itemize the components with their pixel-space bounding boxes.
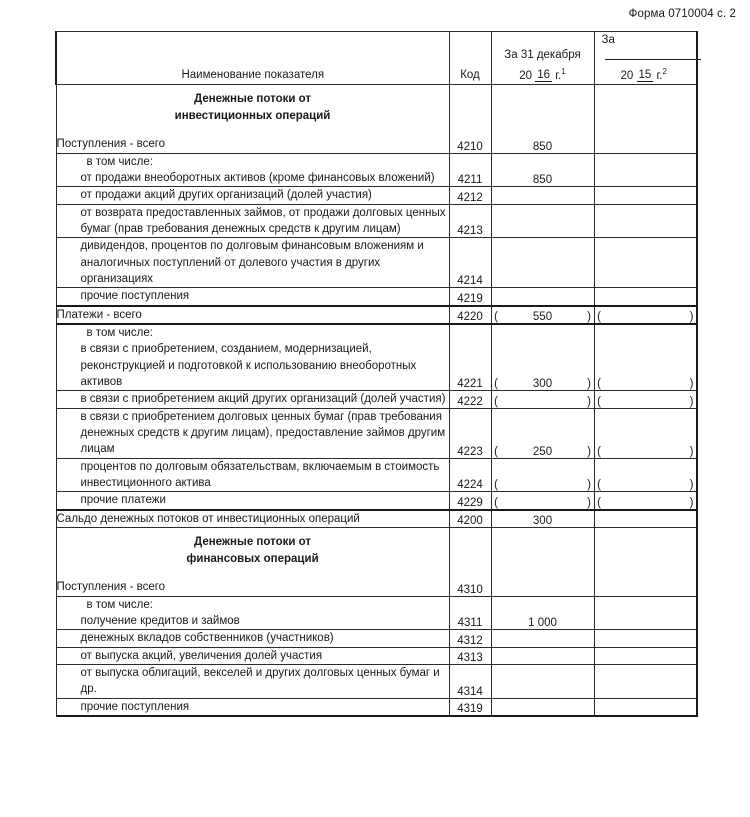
value-text [595,635,697,647]
row-prelabel: в том числе: [86,155,153,168]
cell-code [449,324,491,391]
period-current-footnote: 1 [561,66,566,76]
cell-previous[interactable] [594,510,697,528]
paren-close: ) [689,445,694,458]
cell-indicator-name [56,324,449,391]
column-header-period-current [491,32,594,85]
cell-code [449,288,491,306]
cell-previous[interactable] [594,458,697,492]
table-row [56,698,697,716]
value-text [492,703,594,715]
table-row [56,187,697,204]
table-row [56,492,697,510]
period-prev-year[interactable]: 15 [638,69,652,82]
value-text [595,275,697,287]
period-prev-yearline [602,67,697,84]
period-prev-footnote: 2 [662,66,667,76]
cell-code [449,458,491,492]
cell-code [449,630,491,647]
value-text [492,225,594,237]
code-text: 4229 [457,496,483,509]
cell-code [449,510,491,528]
code-text: 4210 [457,140,483,153]
row-label: прочие платежи [80,494,166,507]
code-text: 4312 [457,634,483,647]
paren-open: ( [597,445,601,458]
table-row [56,306,697,324]
paren-open: ( [494,395,498,408]
period-prev-suffix: г. [656,69,663,82]
table-row [56,288,697,306]
row-label: дивидендов, процентов по долговым финансовым вложениям и аналогичных поступлений от долевого участия в других организациях [80,240,424,285]
section-title-line2: инвестиционных операций [174,109,331,122]
row-label: прочие поступления [80,700,190,713]
paren-close: ) [689,310,694,323]
cell-indicator-name [56,153,449,187]
table-row [56,510,697,528]
paren-close: ) [689,378,694,391]
cell-previous[interactable] [594,238,697,288]
cell-indicator-name [56,85,449,154]
cell-current[interactable] [491,596,594,630]
row-label: в связи с приобретением акций других организаций (долей участия) [80,393,446,406]
cell-indicator-name [56,187,449,204]
cell-indicator-name [56,204,449,238]
cash-flow-statement-sheet [55,31,696,717]
code-text: 4219 [457,292,483,305]
paren-open: ( [597,496,601,509]
cell-indicator-name [56,288,449,306]
value-text [492,686,594,698]
form-header-label: Форма 0710004 с. 2 [628,8,736,20]
table-row [56,630,697,647]
row-prelabel: в том числе: [86,598,153,611]
value-text: 850 [532,174,553,187]
row-label: от продажи акций других организаций (долей участия) [80,189,372,202]
column-header-code: Код [449,32,491,85]
cell-previous[interactable] [594,306,697,324]
cell-current[interactable] [491,408,594,458]
cell-code [449,238,491,288]
period-prev-line1: За [601,33,615,46]
section-title-line2: финансовых операций [186,552,319,565]
code-text: 4311 [457,617,483,630]
paren-close: ) [587,479,591,492]
value-text [595,192,697,204]
cell-current[interactable] [491,238,594,288]
cell-indicator-name [56,391,449,408]
cell-current[interactable] [491,527,594,596]
paren-close: ) [689,496,694,509]
value-text [492,275,594,287]
period-prev-blank-rule[interactable] [605,50,701,60]
section-title-line1: Денежные потоки от [193,93,311,105]
cell-current[interactable] [491,458,594,492]
code-text: 4213 [457,225,483,238]
paren-close: ) [587,310,591,323]
cell-previous[interactable] [594,408,697,458]
cell-code [449,647,491,664]
cell-previous[interactable] [594,391,697,408]
cell-previous[interactable] [594,630,697,647]
table-row [56,391,697,408]
cell-code [449,153,491,187]
cell-previous[interactable] [594,664,697,698]
paren-open: ( [597,310,601,323]
period-current-suffix: г. [555,69,562,82]
row-label: Сальдо денежных потоков от инвестиционных операций [56,512,360,525]
cell-indicator-name [56,408,449,458]
paren-open: ( [494,479,498,492]
cell-previous[interactable] [594,187,697,204]
code-text: 4224 [457,479,483,492]
value-text [595,703,697,715]
code-text: 4200 [457,514,483,527]
cell-current[interactable] [491,664,594,698]
period-current-prefix: 20 [519,69,533,82]
cell-code [449,391,491,408]
cell-code [449,596,491,630]
code-text: 4319 [457,702,483,715]
period-current-yearline [492,67,594,84]
paren-close: ) [689,395,694,408]
paren-close: ) [587,395,591,408]
paren-close: ) [587,496,591,509]
paren-open: ( [597,395,601,408]
cell-previous[interactable] [594,492,697,510]
paren-open: ( [597,378,601,391]
value-text [595,652,697,664]
cell-indicator-name [56,510,449,528]
value-text [492,192,594,204]
value-text: 850 [532,140,553,153]
cell-previous[interactable] [594,698,697,716]
period-current-year[interactable]: 16 [537,69,551,82]
cell-indicator-name [56,630,449,647]
cell-previous[interactable] [594,288,697,306]
cell-current[interactable] [491,391,594,408]
table-row [56,204,697,238]
cell-previous[interactable] [594,527,697,596]
cell-indicator-name [56,664,449,698]
cell-code [449,698,491,716]
row-label: получение кредитов и займов [80,614,240,627]
cell-code [449,408,491,458]
value-text [492,652,594,664]
code-text: 4220 [457,310,483,323]
cell-previous[interactable] [594,153,697,187]
table-row [56,324,697,391]
row-label: Платежи - всего [56,308,142,321]
row-label: Поступления - всего [56,581,166,594]
table-body [56,85,697,716]
column-header-period-prev [594,32,697,85]
cash-flow-table [55,31,698,717]
period-prev-prefix: 20 [620,69,634,82]
value-text [595,225,697,237]
cell-previous[interactable] [594,85,697,154]
paren-close: ) [689,479,694,492]
cell-code [449,492,491,510]
section-title [57,85,449,124]
value-text [595,584,697,596]
value-text [492,635,594,647]
paren-close: ) [587,378,591,391]
cell-current[interactable] [491,324,594,391]
cell-current[interactable] [491,187,594,204]
table-row [56,153,697,187]
cell-code [449,204,491,238]
cell-indicator-name [56,492,449,510]
value-text [595,293,697,305]
cell-current[interactable] [491,492,594,510]
code-text: 4314 [457,685,483,698]
value-text [595,174,697,186]
value-text: 1 000 [528,617,557,630]
value-text: 550 [532,310,553,323]
row-prelabel: в том числе: [86,326,153,339]
cell-previous[interactable] [594,647,697,664]
value-text [492,584,594,596]
cell-code [449,306,491,324]
cell-indicator-name [56,647,449,664]
code-text: 4222 [457,395,483,408]
cell-current[interactable] [491,698,594,716]
value-text: 250 [532,445,553,458]
cell-previous[interactable] [594,324,697,391]
code-text: 4223 [457,445,483,458]
table-row [56,408,697,458]
period-current-line1: За 31 декабря [504,49,581,62]
cell-current[interactable] [491,288,594,306]
paren-open: ( [597,479,601,492]
row-label: процентов по долговым обязательствам, включаемым в стоимость инвестиционного актива [80,460,440,489]
value-text [595,617,697,629]
cell-code [449,664,491,698]
cell-code [449,85,491,154]
row-label: прочие поступления [80,290,190,303]
code-text: 4310 [457,583,483,596]
cell-current[interactable] [491,85,594,154]
code-text: 4211 [457,174,483,187]
table-row [56,85,697,154]
table-row [56,527,697,596]
code-text: 4221 [457,378,483,391]
column-header-name: Наименование показателя [56,32,449,85]
cell-current[interactable] [491,630,594,647]
cell-indicator-name [56,306,449,324]
paren-close: ) [587,445,591,458]
cell-current[interactable] [491,153,594,187]
cell-indicator-name [56,698,449,716]
cell-indicator-name [56,527,449,596]
row-label: в связи с приобретением долговых ценных бумаг (прав требования денежных средств к другим лицам), предоставление займов другим лицам [80,410,446,456]
row-label: денежных вкладов собственников (участников) [80,632,334,645]
cell-code [449,187,491,204]
cell-indicator-name [56,596,449,630]
cell-previous[interactable] [594,596,697,630]
row-label: Поступления - всего [56,138,166,151]
code-text: 4214 [457,275,483,288]
paren-open: ( [494,378,498,391]
row-label: от выпуска акций, увеличения долей участия [80,649,323,662]
code-text: 4313 [457,651,483,664]
paren-open: ( [494,310,498,323]
value-text: 300 [532,378,553,391]
section-title [57,528,449,567]
section-title-line1: Денежные потоки от [193,535,311,548]
table-row [56,664,697,698]
table-header-row [56,32,697,85]
table-row [56,596,697,630]
row-label: от выпуска облигаций, векселей и других долговых ценных бумаг и др. [80,666,440,696]
row-label: от возврата предоставленных займов, от продажи долговых ценных бумаг (прав требования денежных средств к другим лицам) [80,206,446,235]
paren-open: ( [494,445,498,458]
row-label: в связи с приобретением, созданием, модернизацией, реконструкцией и подготовкой к использованию внеоборотных активов [80,343,417,388]
cell-current[interactable] [491,510,594,528]
row-label: от продажи внеоборотных активов (кроме финансовых вложений) [80,172,435,184]
cell-indicator-name [56,238,449,288]
code-text: 4212 [457,191,483,204]
value-text [595,141,697,153]
paren-open: ( [494,496,498,509]
table-row [56,647,697,664]
value-text [595,515,697,527]
cell-previous[interactable] [594,204,697,238]
value-text [595,686,697,698]
table-row [56,238,697,288]
cell-code [449,527,491,596]
cell-current[interactable] [491,204,594,238]
cell-current[interactable] [491,306,594,324]
cell-current[interactable] [491,647,594,664]
value-text [492,293,594,305]
value-text: 300 [532,514,553,527]
table-row [56,458,697,492]
cell-indicator-name [56,458,449,492]
